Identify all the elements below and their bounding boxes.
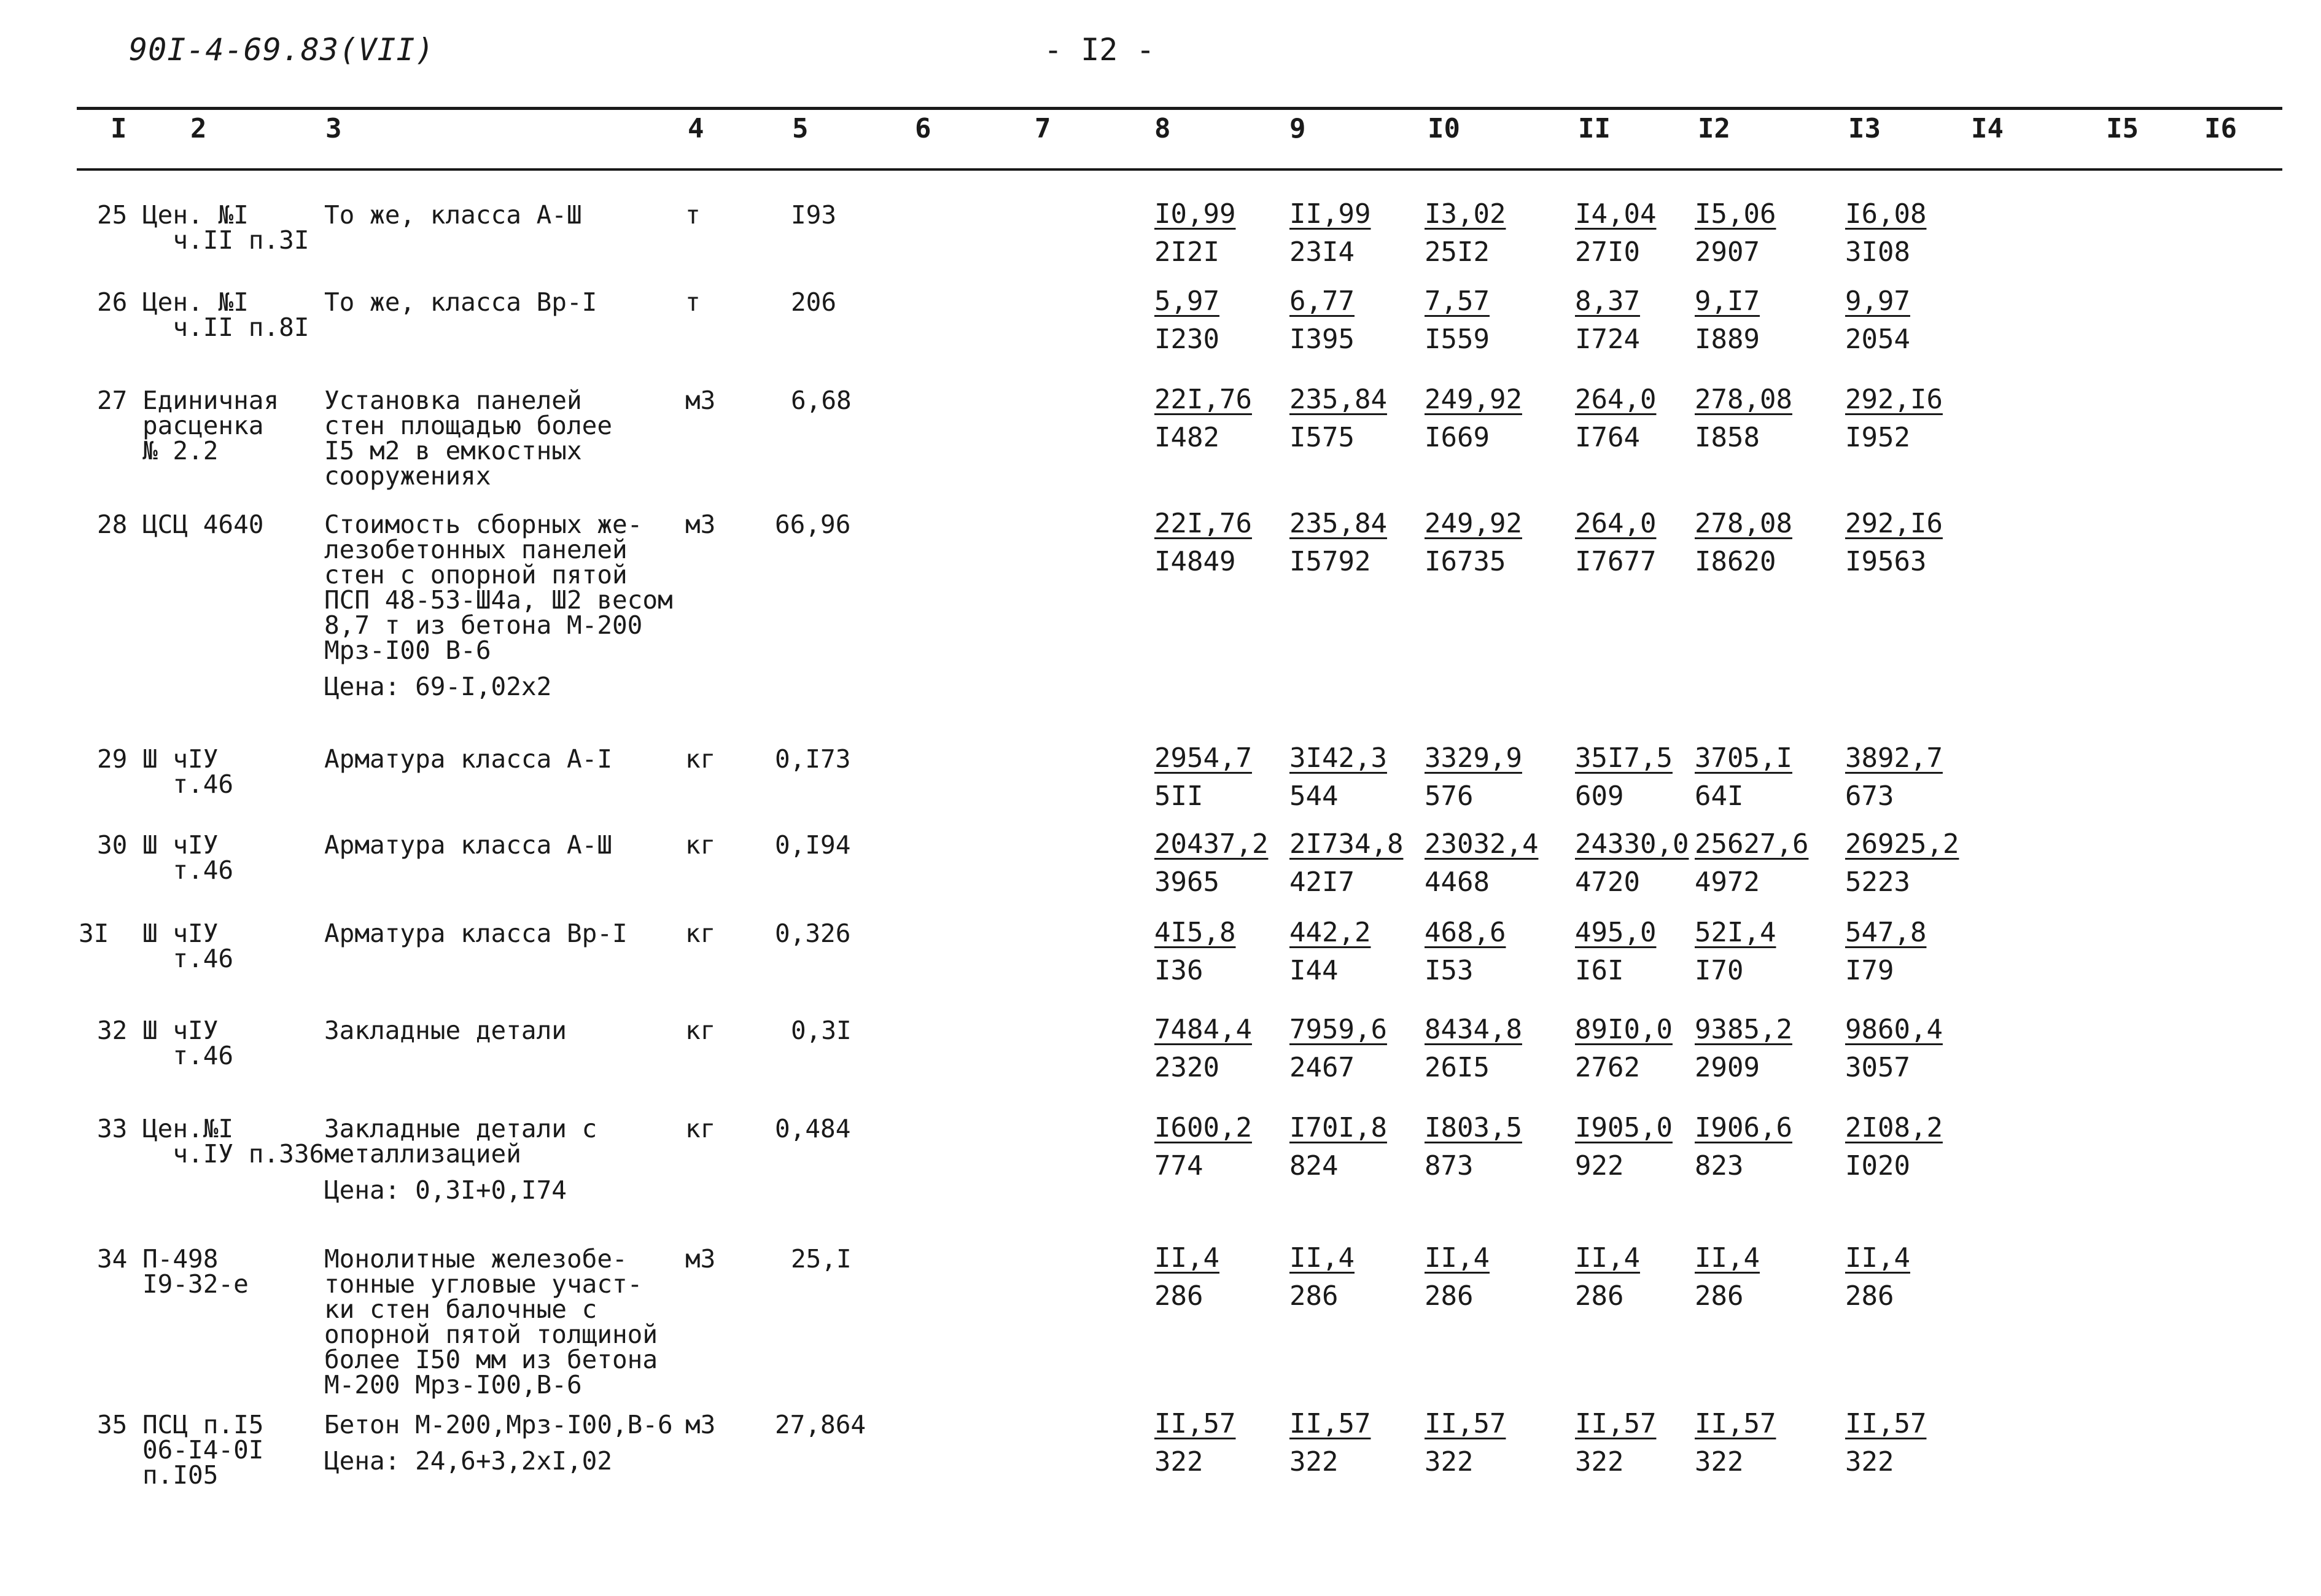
column-header: I5 — [2106, 113, 2139, 144]
value-bottom: 544 — [1289, 780, 1339, 812]
row-reference: ЦСЦ 4640 — [142, 510, 264, 539]
row-description: Закладные детали с металлизацией — [324, 1114, 597, 1169]
value-top: 264,0 — [1575, 384, 1657, 415]
row-quantity: 206 — [791, 287, 837, 317]
row-description: Закладные детали — [324, 1016, 567, 1045]
value-top: I4,04 — [1575, 198, 1657, 230]
row-number: 30 — [97, 830, 128, 860]
value-top: II,99 — [1289, 198, 1371, 230]
value-top: II,57 — [1575, 1408, 1657, 1439]
value-top: I6,08 — [1845, 198, 1927, 230]
value-bottom: 2907 — [1695, 236, 1760, 268]
value-top: 264,0 — [1575, 508, 1657, 539]
row-reference: Цен. №I ч.II п.3I — [142, 200, 309, 255]
value-bottom: 2I2I — [1154, 236, 1219, 268]
value-top: II,4 — [1154, 1242, 1219, 1274]
row-reference: Единичная расценка № 2.2 — [142, 386, 279, 465]
row-unit: м3 — [685, 1244, 716, 1274]
row-number: 25 — [97, 200, 128, 230]
value-bottom: I6735 — [1425, 546, 1506, 577]
value-top: 24330,0 — [1575, 828, 1689, 860]
row-quantity: 0,326 — [775, 919, 851, 948]
value-bottom: 322 — [1425, 1446, 1474, 1477]
row-quantity: 66,96 — [775, 510, 851, 539]
row-description: Монолитные железобе- тонные угловые участ- ки стен балочные с опорной пятой толщиной более I50 мм из бетона М-200 Мрз-I00,В-6 — [324, 1244, 658, 1399]
row-quantity: 0,I94 — [775, 830, 851, 860]
value-top: 5,97 — [1154, 286, 1219, 317]
row-reference: Ш чIУ т.46 — [142, 919, 234, 973]
row-description: То же, класса Вр-I — [324, 287, 597, 317]
value-bottom: 2054 — [1845, 324, 1910, 355]
value-bottom: I44 — [1289, 955, 1339, 986]
row-reference: П-498 I9-32-е — [142, 1244, 249, 1299]
value-top: 442,2 — [1289, 917, 1371, 948]
value-top: II,4 — [1575, 1242, 1640, 1274]
value-bottom: I36 — [1154, 955, 1203, 986]
value-top: 22I,76 — [1154, 508, 1252, 539]
value-top: 3I42,3 — [1289, 742, 1387, 774]
value-top: 23032,4 — [1425, 828, 1539, 860]
value-bottom: 2467 — [1289, 1052, 1355, 1083]
value-top: I803,5 — [1425, 1112, 1522, 1143]
column-header: I6 — [2204, 113, 2237, 144]
value-top: 292,I6 — [1845, 508, 1943, 539]
column-header: 6 — [915, 113, 931, 144]
value-bottom: 322 — [1289, 1446, 1339, 1477]
value-top: I0,99 — [1154, 198, 1236, 230]
value-top: 292,I6 — [1845, 384, 1943, 415]
row-reference: Ш чIУ т.46 — [142, 1016, 234, 1070]
value-bottom: 873 — [1425, 1150, 1474, 1181]
value-top: 8,37 — [1575, 286, 1640, 317]
value-bottom: I8620 — [1695, 546, 1776, 577]
value-bottom: 286 — [1154, 1280, 1203, 1312]
row-number: 27 — [97, 386, 128, 415]
value-top: 249,92 — [1425, 508, 1522, 539]
value-top: 26925,2 — [1845, 828, 1959, 860]
column-header: I2 — [1698, 113, 1730, 144]
value-top: 6,77 — [1289, 286, 1355, 317]
value-top: 2954,7 — [1154, 742, 1252, 774]
row-quantity: 25,I — [791, 1244, 852, 1274]
row-description: Бетон М-200,Мрз-I00,В-6 — [324, 1410, 673, 1439]
value-bottom: I79 — [1845, 955, 1894, 986]
value-top: II,57 — [1154, 1408, 1236, 1439]
value-top: 8434,8 — [1425, 1014, 1522, 1045]
value-bottom: I669 — [1425, 422, 1490, 453]
column-header: I3 — [1848, 113, 1881, 144]
value-top: 7,57 — [1425, 286, 1490, 317]
value-bottom: 5II — [1154, 780, 1203, 812]
row-price-note: Цена: 24,6+3,2хI,02 — [324, 1446, 612, 1476]
value-bottom: I5792 — [1289, 546, 1371, 577]
value-bottom: I7677 — [1575, 546, 1657, 577]
value-top: I5,06 — [1695, 198, 1776, 230]
value-top: II,4 — [1845, 1242, 1910, 1274]
value-top: 235,84 — [1289, 384, 1387, 415]
value-bottom: I482 — [1154, 422, 1219, 453]
value-bottom: 3I08 — [1845, 236, 1910, 268]
value-top: I906,6 — [1695, 1112, 1792, 1143]
value-bottom: 322 — [1154, 1446, 1203, 1477]
value-top: I3,02 — [1425, 198, 1506, 230]
value-bottom: I53 — [1425, 955, 1474, 986]
column-header: I0 — [1428, 113, 1460, 144]
value-bottom: 64I — [1695, 780, 1744, 812]
value-bottom: 286 — [1575, 1280, 1624, 1312]
value-bottom: 322 — [1695, 1446, 1744, 1477]
value-top: 35I7,5 — [1575, 742, 1673, 774]
row-unit: кг — [685, 830, 716, 860]
row-price-note: Цена: 69-I,02х2 — [324, 672, 552, 701]
value-top: 2I08,2 — [1845, 1112, 1943, 1143]
value-bottom: 23I4 — [1289, 236, 1355, 268]
column-header: 4 — [688, 113, 704, 144]
row-unit: кг — [685, 1016, 716, 1045]
value-top: II,4 — [1425, 1242, 1490, 1274]
row-quantity: 0,3I — [791, 1016, 852, 1045]
row-description: Арматура класса Вр-I — [324, 919, 628, 948]
column-header: 8 — [1154, 113, 1171, 144]
row-description: Стоимость сборных же- лезобетонных панелей стен с опорной пятой ПСП 48-53-Ш4а, Ш2 весом 8,7 т из бетона М-200 Мрз-I00 В-6 — [324, 510, 673, 665]
page-number: - I2 - — [1044, 32, 1155, 68]
column-header: 7 — [1035, 113, 1051, 144]
value-bottom: I858 — [1695, 422, 1760, 453]
row-quantity: I93 — [791, 200, 837, 230]
value-bottom: I020 — [1845, 1150, 1910, 1181]
value-top: 2I734,8 — [1289, 828, 1404, 860]
row-unit: кг — [685, 919, 716, 948]
value-top: I905,0 — [1575, 1112, 1673, 1143]
column-header: II — [1578, 113, 1611, 144]
value-bottom: 576 — [1425, 780, 1474, 812]
value-top: 9,I7 — [1695, 286, 1760, 317]
row-number: 32 — [97, 1016, 128, 1045]
value-top: II,4 — [1289, 1242, 1355, 1274]
column-header: 5 — [792, 113, 809, 144]
value-bottom: 322 — [1845, 1446, 1894, 1477]
value-bottom: 4468 — [1425, 866, 1490, 898]
value-top: 3892,7 — [1845, 742, 1943, 774]
row-number: 33 — [97, 1114, 128, 1143]
value-top: 9,97 — [1845, 286, 1910, 317]
value-bottom: 25I2 — [1425, 236, 1490, 268]
value-bottom: 42I7 — [1289, 866, 1355, 898]
value-top: 249,92 — [1425, 384, 1522, 415]
value-top: 9860,4 — [1845, 1014, 1943, 1045]
row-reference: Цен. №I ч.II п.8I — [142, 287, 309, 342]
row-number: 35 — [97, 1410, 128, 1439]
row-description: То же, класса А-Ш — [324, 200, 582, 230]
value-bottom: I952 — [1845, 422, 1910, 453]
value-top: 468,6 — [1425, 917, 1506, 948]
value-bottom: 2320 — [1154, 1052, 1219, 1083]
row-reference: Цен.№I ч.IУ п.336 — [142, 1114, 325, 1169]
value-top: II,57 — [1289, 1408, 1371, 1439]
value-bottom: I395 — [1289, 324, 1355, 355]
row-price-note: Цена: 0,3I+0,I74 — [324, 1175, 567, 1205]
row-number: 29 — [97, 744, 128, 774]
row-unit: м3 — [685, 386, 716, 415]
value-bottom: I230 — [1154, 324, 1219, 355]
value-bottom: 922 — [1575, 1150, 1624, 1181]
row-unit: т — [685, 200, 701, 230]
value-bottom: 3965 — [1154, 866, 1219, 898]
value-top: 89I0,0 — [1575, 1014, 1673, 1045]
row-description: Установка панелей стен площадью более I5 м2 в емкостных сооружениях — [324, 386, 612, 491]
column-header: I4 — [1971, 113, 2004, 144]
value-bottom: I575 — [1289, 422, 1355, 453]
row-quantity: 27,864 — [775, 1410, 866, 1439]
row-quantity: 0,I73 — [775, 744, 851, 774]
value-bottom: 3057 — [1845, 1052, 1910, 1083]
column-header: I — [111, 113, 127, 144]
row-number: 28 — [97, 510, 128, 539]
value-top: 22I,76 — [1154, 384, 1252, 415]
value-top: 9385,2 — [1695, 1014, 1792, 1045]
row-reference: Ш чIУ т.46 — [142, 830, 234, 885]
value-top: 3329,9 — [1425, 742, 1522, 774]
value-bottom: 774 — [1154, 1150, 1203, 1181]
value-bottom: 2762 — [1575, 1052, 1640, 1083]
row-quantity: 0,484 — [775, 1114, 851, 1143]
value-bottom: I6I — [1575, 955, 1624, 986]
value-top: 25627,6 — [1695, 828, 1809, 860]
value-top: 278,08 — [1695, 384, 1792, 415]
value-bottom: I559 — [1425, 324, 1490, 355]
column-header: 2 — [190, 113, 207, 144]
table-header-rule — [77, 168, 2282, 171]
row-number: 34 — [97, 1244, 128, 1274]
value-bottom: I4849 — [1154, 546, 1236, 577]
column-header: 9 — [1289, 113, 1306, 144]
value-bottom: 286 — [1845, 1280, 1894, 1312]
value-top: II,4 — [1695, 1242, 1760, 1274]
value-top: 547,8 — [1845, 917, 1927, 948]
row-reference: ПСЦ п.I5 06-I4-0I п.I05 — [142, 1410, 264, 1490]
row-unit: м3 — [685, 1410, 716, 1439]
value-top: II,57 — [1845, 1408, 1927, 1439]
document-code: 90I-4-69.83(VII) — [129, 32, 435, 68]
value-bottom: 4720 — [1575, 866, 1640, 898]
column-header: 3 — [325, 113, 342, 144]
value-bottom: I764 — [1575, 422, 1640, 453]
value-bottom: 824 — [1289, 1150, 1339, 1181]
value-bottom: 286 — [1289, 1280, 1339, 1312]
value-top: 235,84 — [1289, 508, 1387, 539]
value-bottom: 5223 — [1845, 866, 1910, 898]
value-bottom: I889 — [1695, 324, 1760, 355]
row-unit: м3 — [685, 510, 716, 539]
value-top: II,57 — [1425, 1408, 1506, 1439]
value-bottom: I70 — [1695, 955, 1744, 986]
row-description: Арматура класса А-I — [324, 744, 612, 774]
value-bottom: I9563 — [1845, 546, 1927, 577]
value-top: 7484,4 — [1154, 1014, 1252, 1045]
value-top: 495,0 — [1575, 917, 1657, 948]
value-top: I600,2 — [1154, 1112, 1252, 1143]
value-top: 52I,4 — [1695, 917, 1776, 948]
row-unit: кг — [685, 744, 716, 774]
value-bottom: 286 — [1695, 1280, 1744, 1312]
value-top: II,57 — [1695, 1408, 1776, 1439]
row-number: 3I — [79, 919, 109, 948]
value-bottom: 609 — [1575, 780, 1624, 812]
value-top: 3705,I — [1695, 742, 1792, 774]
value-top: 278,08 — [1695, 508, 1792, 539]
value-top: 7959,6 — [1289, 1014, 1387, 1045]
value-bottom: 2909 — [1695, 1052, 1760, 1083]
value-top: 4I5,8 — [1154, 917, 1236, 948]
value-bottom: 322 — [1575, 1446, 1624, 1477]
value-bottom: 26I5 — [1425, 1052, 1490, 1083]
value-bottom: 4972 — [1695, 866, 1760, 898]
row-quantity: 6,68 — [791, 386, 852, 415]
value-bottom: 673 — [1845, 780, 1894, 812]
row-description: Арматура класса А-Ш — [324, 830, 612, 860]
value-bottom: I724 — [1575, 324, 1640, 355]
value-bottom: 823 — [1695, 1150, 1744, 1181]
row-reference: Ш чIУ т.46 — [142, 744, 234, 799]
table-top-rule — [77, 107, 2282, 110]
value-top: 20437,2 — [1154, 828, 1269, 860]
row-unit: т — [685, 287, 701, 317]
row-unit: кг — [685, 1114, 716, 1143]
row-number: 26 — [97, 287, 128, 317]
value-top: I70I,8 — [1289, 1112, 1387, 1143]
value-bottom: 286 — [1425, 1280, 1474, 1312]
value-bottom: 27I0 — [1575, 236, 1640, 268]
